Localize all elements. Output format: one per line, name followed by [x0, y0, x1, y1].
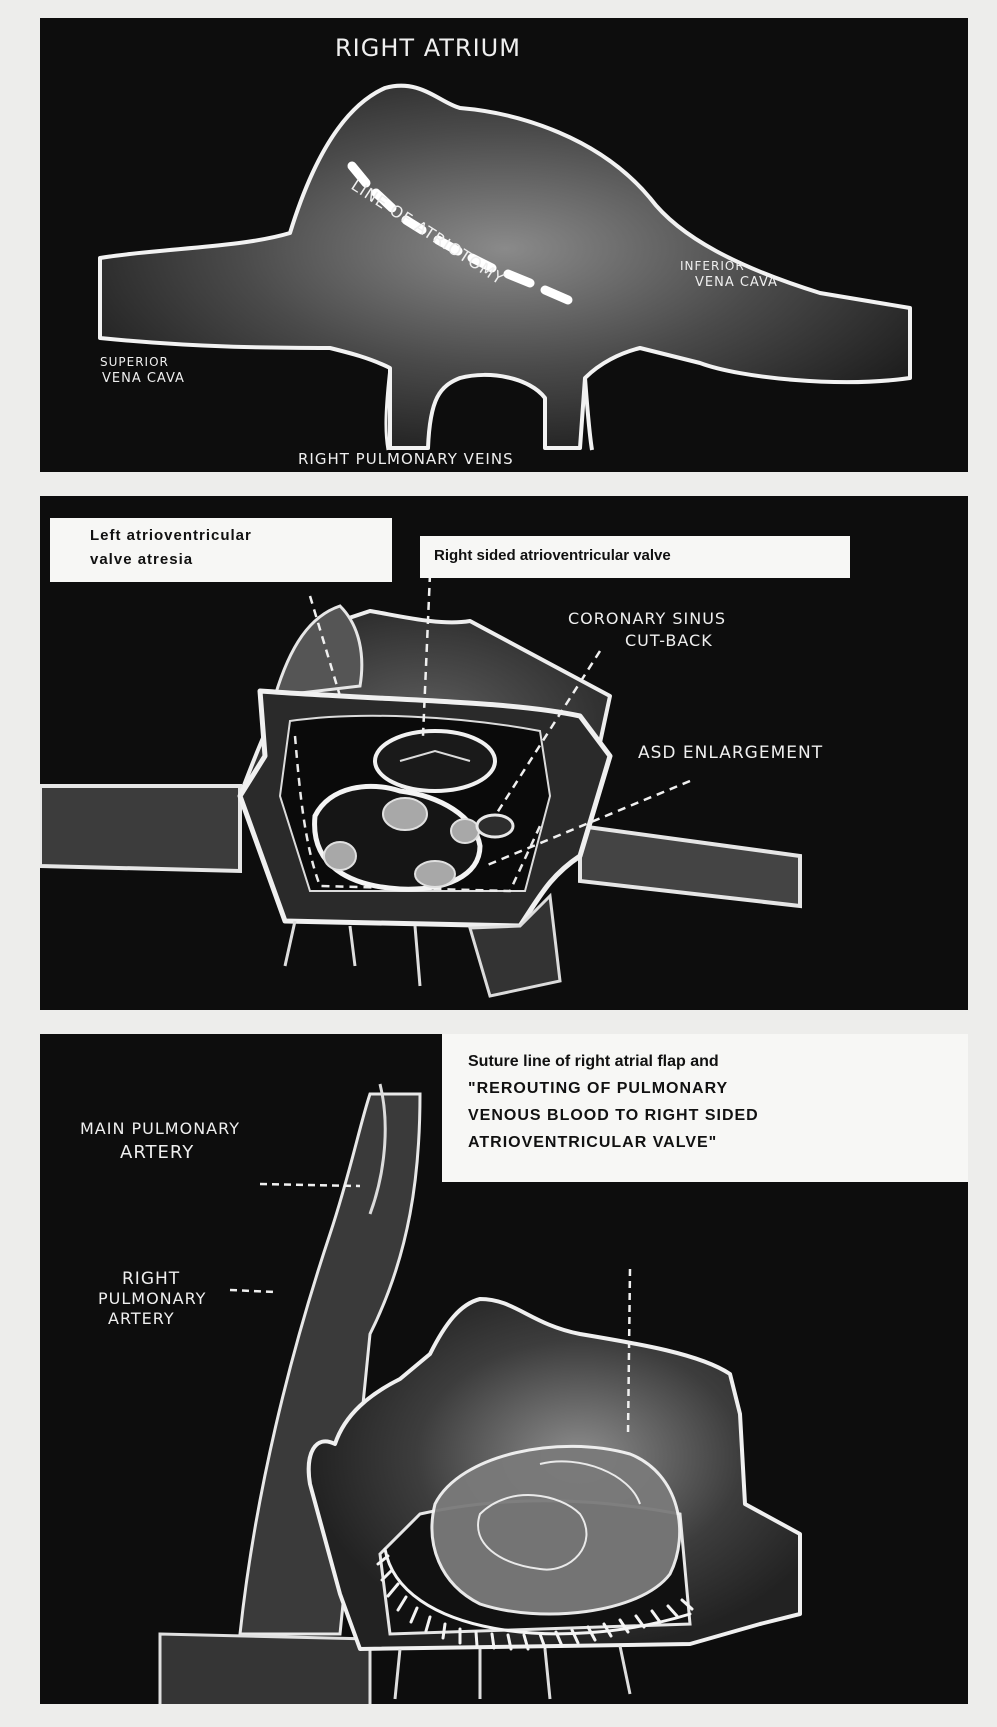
atrium-body — [100, 86, 910, 448]
lower-vein-stubs — [395, 1646, 630, 1699]
left-av-atresia-box — [50, 518, 392, 582]
right-vessel — [580, 826, 800, 906]
main-pa-label-2: ARTERY — [120, 1142, 195, 1163]
atriotomy-label: LINE OF ATRIOTOMY — [347, 175, 508, 289]
asd-label: ASD ENLARGEMENT — [638, 743, 824, 763]
coronary-sinus-label-1: CORONARY SINUS — [568, 609, 727, 628]
pulmonary-veins-label: RIGHT PULMONARY VEINS — [298, 450, 514, 468]
suture-box-line3: VENOUS BLOOD TO RIGHT SIDED — [468, 1107, 759, 1124]
rerouted-valve — [432, 1446, 680, 1614]
coronary-sinus-label-2: CUT-BACK — [625, 631, 713, 650]
right-sided-valve — [375, 731, 495, 791]
lower-vein-stubs — [285, 921, 420, 986]
coronary-sinus — [477, 815, 513, 837]
suture-line-box — [442, 1034, 968, 1182]
right-atrium-drawing — [40, 18, 968, 472]
svc-label-2: VENA CAVA — [102, 371, 185, 386]
ivc-label-2: VENA CAVA — [695, 275, 778, 290]
pulmonary-vein-right-leg — [585, 378, 592, 450]
suture-box-line1: Suture line of right atrial flap and — [468, 1053, 719, 1070]
left-av-atresia-line1: Left atrioventricular — [90, 527, 252, 544]
right-sided-av-box — [420, 536, 850, 578]
panel-valve-view — [40, 496, 968, 1010]
left-vessel — [40, 786, 240, 871]
suture-box-line2: "REROUTING OF PULMONARY — [468, 1080, 729, 1097]
right-pa-label-1: RIGHT — [122, 1269, 181, 1289]
right-pa-label-2: PULMONARY — [98, 1289, 207, 1308]
panel-right-atrium — [40, 18, 968, 472]
right-sided-av-label: Right sided atrioventricular valve — [434, 547, 671, 564]
left-vessel — [160, 1634, 370, 1704]
right-pa-label-3: ARTERY — [108, 1309, 175, 1328]
ivc-label-1: INFERIOR — [680, 259, 745, 273]
right-atrium-title: RIGHT ATRIUM — [335, 34, 521, 62]
main-pa-label-1: MAIN PULMONARY — [80, 1119, 240, 1138]
svc-label-1: SUPERIOR — [100, 355, 169, 369]
back-flap — [275, 606, 362, 696]
suture-box-line4: ATRIOVENTRICULAR VALVE" — [468, 1134, 718, 1151]
panel-rerouting — [40, 1034, 968, 1704]
left-av-atresia-line2: valve atresia — [90, 551, 194, 568]
